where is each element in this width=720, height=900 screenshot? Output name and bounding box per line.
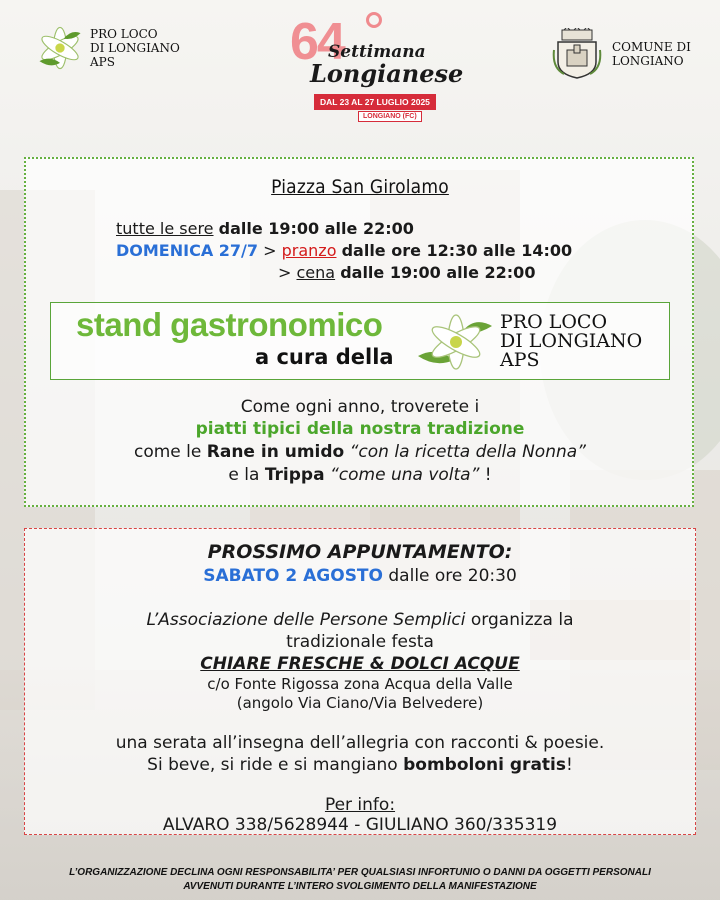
- location-line2: (angolo Via Ciano/Via Belvedere): [236, 694, 484, 712]
- event-dates: DAL 23 AL 27 LUGLIO 2025: [314, 94, 436, 110]
- text: organizza la: [465, 610, 574, 630]
- lily-flower-icon: [32, 20, 88, 76]
- event-description-line1: una serata all’insegna dell’allegria con racconti & poesie.: [115, 733, 605, 753]
- event-title-line1: Settimana: [328, 42, 426, 62]
- schedule-row-every-evening: [116, 218, 414, 240]
- description-line3: [0, 442, 720, 462]
- organizer-line2: tradizionale festa: [286, 632, 434, 652]
- dish-rane: Rane in umido: [206, 442, 345, 462]
- lunch-label: pranzo: [281, 241, 337, 260]
- description-line1: Come ogni anno, troverete i: [240, 397, 480, 417]
- location-line1: c/o Fonte Rigossa zona Acqua della Valle: [207, 675, 513, 693]
- dish-trippa: Trippa: [264, 465, 325, 485]
- text: !: [479, 465, 492, 485]
- bomboloni-gratis: bomboloni gratis: [403, 755, 566, 775]
- next-event-date: SABATO 2 AGOSTO: [203, 566, 383, 586]
- festa-name: CHIARE FRESCHE & DOLCI ACQUE: [200, 654, 520, 674]
- stand-subtitle: a cura della: [255, 345, 394, 369]
- stand-title: stand gastronomico: [76, 306, 383, 343]
- settimana-longianese-logo: [284, 8, 464, 120]
- stand-proloco-line1: PRO LOCO: [500, 311, 608, 333]
- schedule-row-sunday: [116, 240, 572, 262]
- text: come le: [134, 442, 207, 462]
- next-event-heading: PROSSIMO APPUNTAMENTO:: [207, 541, 513, 563]
- event-title-line2: Longianese: [310, 59, 464, 88]
- coat-of-arms-icon: [552, 28, 602, 80]
- schedule-time: dalle 19:00 alle 22:00: [218, 219, 414, 238]
- edition-number: 64: [290, 13, 344, 71]
- proloco-logo: [32, 20, 180, 76]
- dinner-time: dalle 19:00 alle 22:00: [340, 263, 536, 282]
- disclaimer-line1: L’ORGANIZZAZIONE DECLINA OGNI RESPONSABILITA’ PER QUALSIASI INFORTUNIO O DANNI DA OGGETTI PERSONALI: [69, 867, 651, 878]
- schedule-row-dinner: [278, 262, 535, 284]
- info-contacts: ALVARO 338/5628944 - GIULIANO 360/335319: [162, 815, 558, 835]
- info-label: Per info:: [324, 795, 396, 815]
- comune-line2: LONGIANO: [612, 54, 684, 68]
- venue-title: Piazza San Girolamo: [271, 176, 449, 198]
- proloco-line2: DI LONGIANO: [90, 41, 180, 55]
- dinner-label: cena: [296, 263, 336, 282]
- sunday-date: DOMENICA 27/7: [116, 241, 259, 260]
- text: !: [566, 755, 573, 775]
- text: e la: [228, 465, 265, 485]
- lily-flower-icon: [414, 306, 496, 378]
- stand-proloco-line2: DI LONGIANO: [500, 330, 643, 352]
- proloco-line3: APS: [90, 55, 115, 69]
- text: “come una volta”: [324, 465, 480, 485]
- ordinal-mark: [366, 12, 382, 28]
- stand-proloco: [500, 313, 642, 370]
- text: “con la ricetta della Nonna”: [344, 442, 586, 462]
- arrow: >: [263, 241, 277, 260]
- text: Si beve, si ride e si mangiano: [147, 755, 404, 775]
- event-place: LONGIANO (FC): [358, 111, 422, 122]
- next-event-time: dalle ore 20:30: [388, 566, 517, 586]
- disclaimer-line2: AVVENUTI DURANTE L’INTERO SVOLGIMENTO DELLA MANIFESTAZIONE: [183, 881, 537, 892]
- event-description-line2: [0, 755, 720, 775]
- comune-line1: COMUNE DI: [612, 40, 691, 54]
- comune-logo: [552, 28, 691, 80]
- description-line2: piatti tipici della nostra tradizione: [195, 419, 525, 439]
- proloco-line1: PRO LOCO: [90, 27, 158, 41]
- organizer-name: L’Associazione delle Persone Semplici: [146, 610, 466, 630]
- description-line4: [0, 465, 720, 485]
- lunch-time: dalle ore 12:30 alle 14:00: [341, 241, 573, 260]
- next-event-date-line: [0, 566, 720, 586]
- schedule-prefix: tutte le sere: [116, 219, 214, 238]
- organizer-line1: [0, 610, 720, 630]
- arrow: >: [278, 263, 292, 282]
- stand-proloco-line3: APS: [500, 349, 540, 371]
